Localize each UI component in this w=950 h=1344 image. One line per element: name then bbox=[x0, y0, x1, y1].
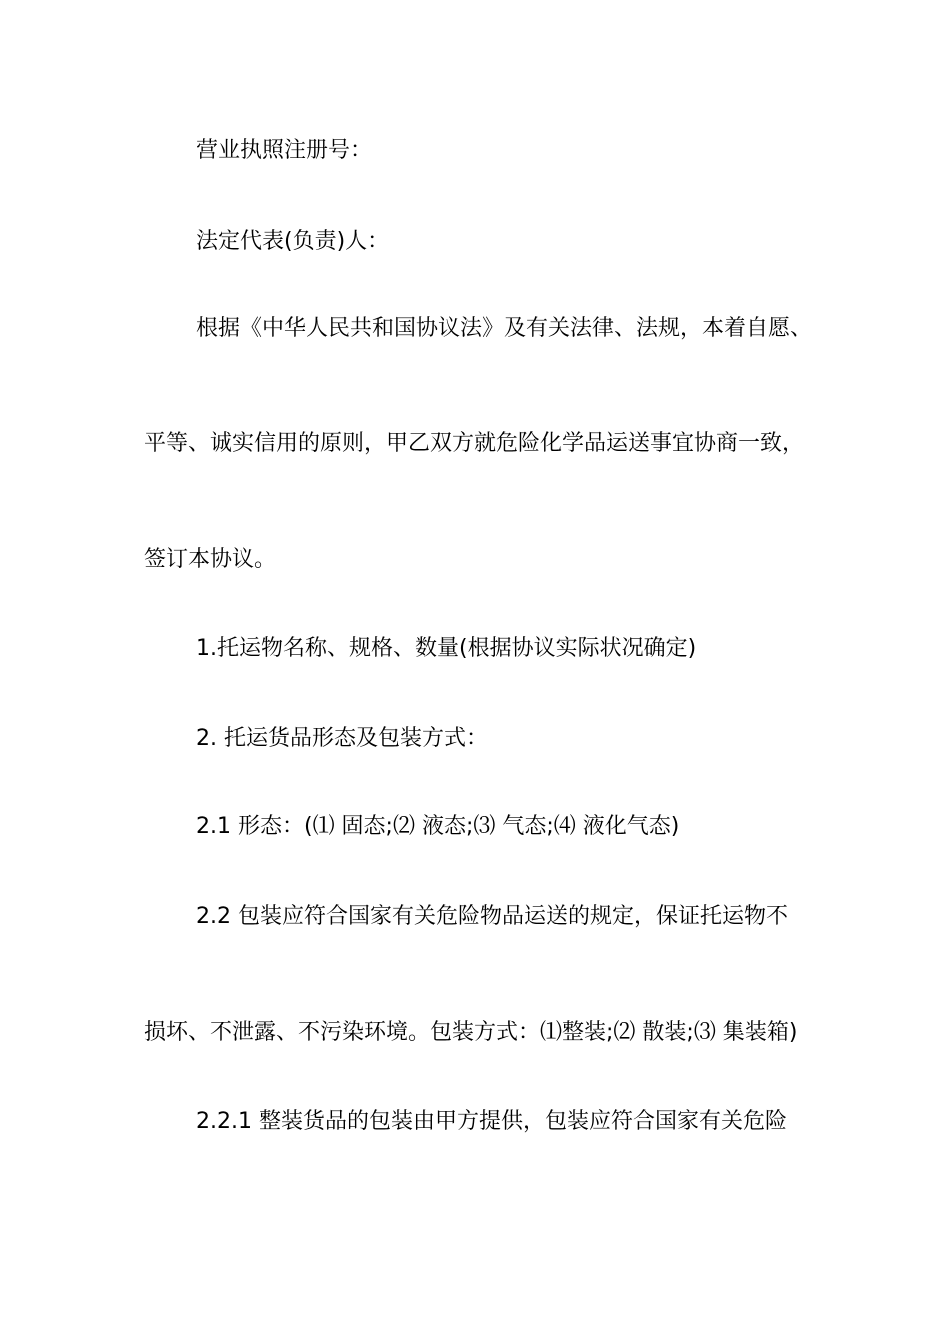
clause-item: 2.1 形态：(⑴ 固态;⑵ 液态;⑶ 气态;⑷ 液化气态) bbox=[196, 814, 680, 839]
clause-heading: 1.托运物名称、规格、数量(根据协议实际状况确定) bbox=[196, 636, 697, 661]
registration-number-label: 营业执照注册号： bbox=[196, 138, 373, 163]
clause-item: 2.2.1 整装货品的包装由甲方提供，包装应符合国家有关危险 bbox=[196, 1109, 787, 1134]
paragraph-line: 签订本协议。 bbox=[144, 547, 277, 572]
clause-item: 损坏、不泄露、不污染环境。包装方式：⑴整装;⑵ 散装;⑶ 集装箱) bbox=[144, 1020, 798, 1045]
legal-representative-label: 法定代表(负责)人： bbox=[196, 229, 390, 254]
paragraph-line: 根据《中华人民共和国协议法》及有关法律、法规，本着自愿、 bbox=[196, 316, 813, 341]
clause-heading: 2. 托运货品形态及包装方式： bbox=[196, 726, 488, 751]
clause-item: 2.2 包装应符合国家有关危险物品运送的规定，保证托运物不 bbox=[196, 904, 788, 929]
paragraph-line: 平等、诚实信用的原则，甲乙双方就危险化学品运送事宜协商一致， bbox=[144, 431, 805, 456]
